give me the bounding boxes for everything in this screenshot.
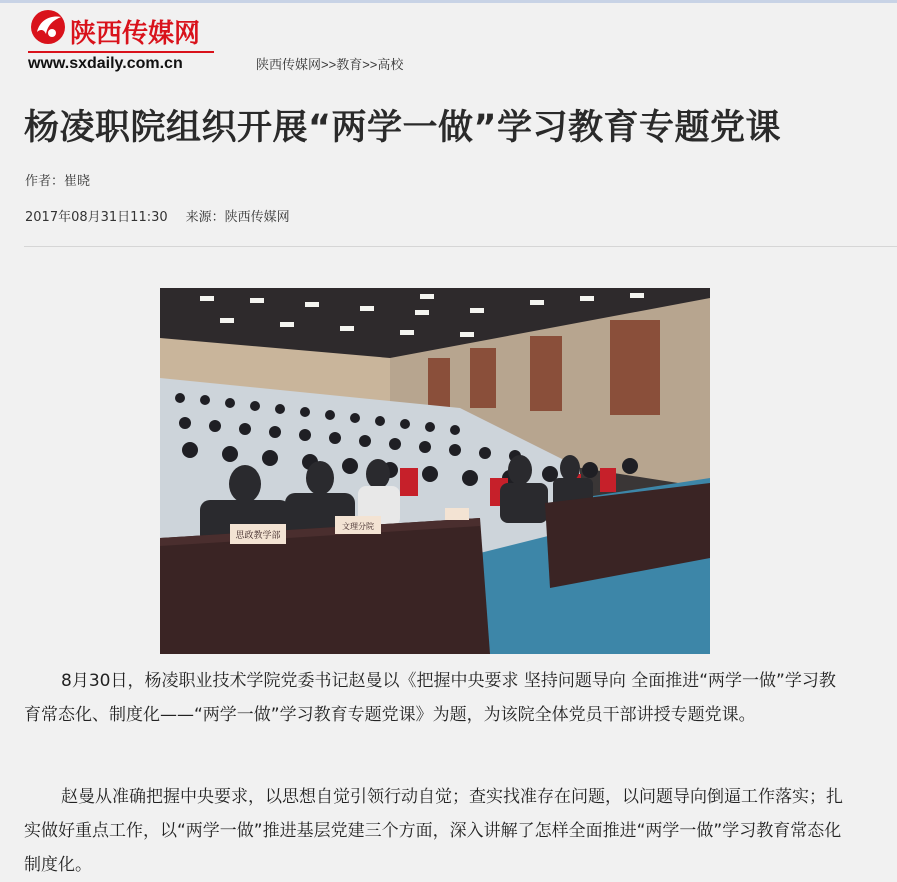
article-title: 杨凌职院组织开展“两学一做”学习教育专题党课 (24, 108, 782, 148)
logo-emblem-icon (28, 7, 68, 47)
author-label: 作者： (25, 174, 65, 189)
article-datetime: 2017年08月31日11:30 (25, 210, 168, 225)
top-accent-bar (0, 0, 897, 3)
breadcrumb-item-education[interactable]: 教育 (336, 57, 363, 72)
article-paragraph: 赵曼从准确把握中央要求，以思想自觉引领行动自觉；查实找准存在问题，以问题导向倒逼工作落实；扎实做好重点工作，以“两学一做”推进基层党建三个方面，深入讲解了怎样全面推进“两学一做”学习教育常态化制度化。 (24, 787, 843, 875)
article-paragraph: 8月30日，杨凌职业技术学院党委书记赵曼以《把握中央要求 坚持问题导向 全面推进“两学一做”学习教育常态化、制度化——“两学一做”学习教育专题党课》为题，为该院全体党员干部讲授专题党课。 (24, 671, 836, 725)
article-author (25, 170, 90, 189)
photo-placard-3 (445, 508, 469, 520)
breadcrumb (256, 54, 403, 73)
header-divider (24, 246, 897, 247)
source-name[interactable]: 陕西传媒网 (224, 210, 290, 225)
logo-site-url: www.sxdaily.com.cn (28, 55, 183, 72)
breadcrumb-separator: >> (321, 57, 337, 72)
breadcrumb-item-university[interactable]: 高校 (377, 57, 404, 72)
article-photo (160, 288, 710, 654)
article-source (186, 210, 290, 225)
site-logo[interactable] (26, 5, 226, 77)
breadcrumb-item-home[interactable]: 陕西传媒网 (256, 57, 322, 72)
article-meta (25, 206, 290, 225)
author-name: 崔晓 (64, 174, 91, 189)
logo-site-name: 陕西传媒网 (70, 19, 201, 49)
breadcrumb-separator: >> (362, 57, 378, 72)
logo-underline (28, 51, 214, 53)
source-label: 来源： (185, 210, 225, 225)
lecture-hall-photo (160, 288, 710, 654)
photo-placard-2-text: 文理分院 (342, 522, 374, 531)
photo-placard-1-text: 思政教学部 (235, 531, 281, 541)
